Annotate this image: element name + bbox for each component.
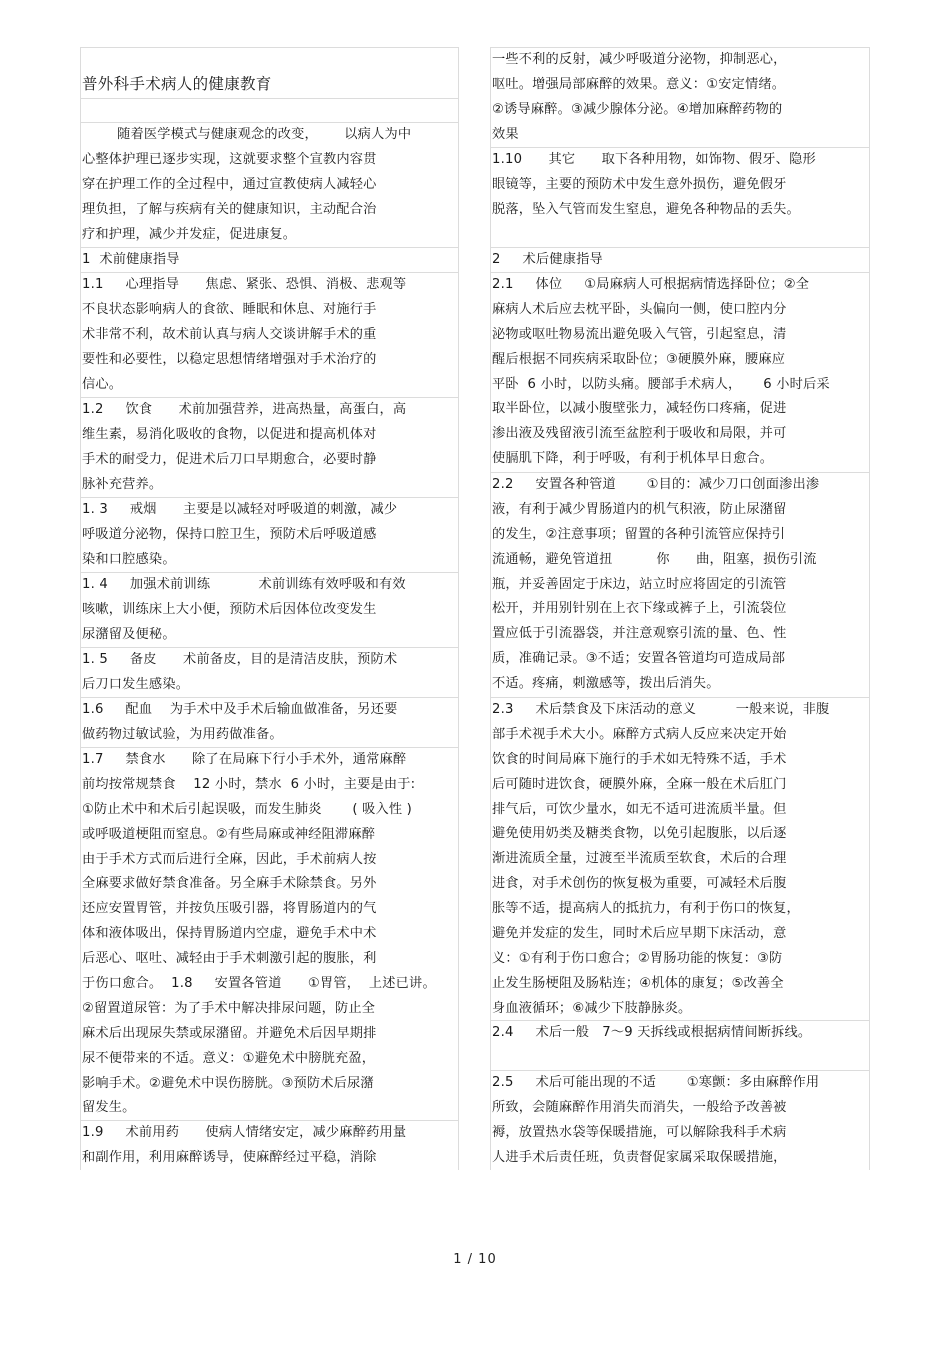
- text-line: 2.5 术后可能出现的不适 ①寒颤：多由麻醉作用: [492, 1075, 820, 1090]
- text-line: 1.1 心理指导 焦虑、紧张、恐惧、消极、悲观等: [82, 277, 407, 292]
- text-line: 义：①有利于伤口愈合；②胃肠功能的恢复：③防: [492, 950, 783, 966]
- text-line: 疗和护理，减少并发症，促进康复。: [82, 226, 297, 242]
- heading-text: 2 术后健康指导: [492, 252, 603, 267]
- text-line: 1. 3 戒烟 主要是以减轻对呼吸道的刺激，减少: [82, 502, 398, 517]
- text-line: 进食，对手术创伤的恢复极为重要，可减轻术后腹: [492, 876, 787, 892]
- text-line: 1.2 饮食 术前加强营养，进高热量，高蛋白，高: [82, 402, 407, 417]
- section-1-2: [80, 397, 459, 497]
- text-line: 于伤口愈合。 1.8 安置各管道 ①胃管， 上述已讲。: [82, 976, 436, 992]
- section-1-heading: [80, 247, 459, 272]
- text-line: 还应安置胃管，并按负压吸引器，将胃肠道内的气: [82, 901, 377, 917]
- text-line: 1.7 禁食水 除了在局麻下行小手术外，通常麻醉: [82, 752, 407, 767]
- text-line: 泌物或呕吐物易流出避免吸入气管，引起窒息，清: [492, 326, 787, 342]
- text-line: 后刀口发生感染。: [82, 676, 190, 692]
- section-1-7: [80, 747, 459, 1120]
- text-line: 维生素，易消化吸收的食物，以促进和提高机体对: [82, 426, 377, 442]
- section-2-4: [490, 1020, 870, 1070]
- text-line: 不良状态影响病人的食欲、睡眠和休息、对施行手: [82, 301, 377, 317]
- title-cell: [80, 47, 459, 98]
- text-line: 的发生，②注意事项；留置的各种引流管应保持引: [492, 526, 786, 542]
- section-1-9-continued: [490, 47, 870, 147]
- text-line: 止发生肠梗阻及肠粘连；④机体的康复；⑤改善全: [492, 975, 784, 991]
- section-2-3: [490, 697, 870, 1020]
- right-column: [490, 47, 870, 1170]
- text-line: 1. 4 加强术前训练 术前训练有效呼吸和有效: [82, 577, 406, 592]
- text-line: 所致，会随麻醉作用消失而消失，一般给予改善被: [492, 1099, 787, 1115]
- text-line: 脉补充营养。: [82, 476, 163, 492]
- text-line: 2.3 术后禁食及下床活动的意义 一般来说，非腹: [492, 702, 830, 717]
- section-1-10: [490, 147, 870, 247]
- text-line: 部手术视手术大小。麻醉方式病人反应来决定开始: [492, 726, 787, 742]
- text-line: 尿潴留及便秘。: [82, 626, 176, 642]
- text-line: 穿在护理工作的全过程中，通过宣教使病人减轻心: [82, 176, 377, 192]
- text-line: 流通畅，避免管道扭 你 曲，阻塞，损伤引流: [492, 551, 817, 567]
- text-line: 胀等不适，提高病人的抵抗力，有利于伤口的恢复，: [492, 901, 800, 917]
- text-line: 质，准确记录。③不适；安置各管道均可造成局部: [492, 651, 786, 667]
- page-number: 1 / 10: [453, 1252, 497, 1267]
- heading-text: 1 术前健康指导: [82, 252, 180, 267]
- text-line: 做药物过敏试验，为用药做准备。: [82, 726, 283, 742]
- text-line: 心整体护理已逐步实现，这就要求整个宣教内容贯: [82, 151, 377, 167]
- text-line: 1.6 配血 为手术中及手术后输血做准备，另还要: [82, 702, 398, 717]
- text-line: 2.4 术后一般 7～9 天拆线或根据病情间断拆线。: [492, 1025, 812, 1040]
- text-line: 置应低于引流器袋，并注意观察引流的量、色、性: [492, 626, 787, 642]
- text-line: 瓶，并妥善固定于床边，站立时应将固定的引流管: [492, 576, 787, 592]
- text-line: 液，有利于减少胃肠道内的机气积液，防止尿潴留: [492, 501, 787, 517]
- text-line: 效果: [492, 126, 519, 142]
- section-1-5: [80, 647, 459, 697]
- section-1-6: [80, 697, 459, 747]
- text-line: 后恶心、呕吐、减轻由于手术刺激引起的腹胀，利: [82, 951, 377, 967]
- text-line: 1. 5 备皮 术前备皮，目的是清洁皮肤，预防术: [82, 652, 398, 667]
- text-line: 咳嗽，训练床上大小便，预防术后因体位改变发生: [82, 601, 377, 617]
- text-line: 脱落，坠入气管而发生窒息，避免各种物品的丢失。: [492, 201, 800, 217]
- left-column: [80, 47, 459, 1170]
- section-2-1: [490, 272, 870, 472]
- text-line: 尿不便带来的不适。意义：①避免术中膀胱充盈，: [82, 1050, 376, 1066]
- text-line: 人进手术后责任班，负责督促家属采取保暖措施，: [492, 1149, 787, 1165]
- text-line: 全麻要求做好禁食准备。另全麻手术除禁食。另外: [82, 876, 377, 892]
- section-1-1: [80, 272, 459, 397]
- text-line: 要性和必要性，以稳定思想情绪增强对手术治疗的: [82, 351, 377, 367]
- text-line: 前均按常规禁食 12 小时，禁水 6 小时，主要是由于:: [82, 776, 416, 792]
- text-line: 眼镜等，主要的预防术中发生意外损伤，避免假牙: [492, 176, 787, 192]
- text-line: 取半卧位，以减小腹壁张力，减轻伤口疼痛，促进: [492, 401, 787, 417]
- section-2-heading: [490, 247, 870, 272]
- text-line: 松开，并用别针别在上衣下缘或裤子上，引流袋位: [492, 601, 787, 617]
- text-line: 手术的耐受力，促进术后刀口早期愈合，必要时静: [82, 451, 377, 467]
- section-1-9: [80, 1120, 459, 1170]
- text-line: 1.10 其它 取下各种用物，如饰物、假牙、隐形: [492, 152, 816, 167]
- text-line: 身血液循环；⑥减少下肢静脉炎。: [492, 1000, 692, 1016]
- text-line: ②诱导麻醉。③减少腺体分泌。④增加麻醉药物的: [492, 101, 783, 117]
- text-line: 和副作用，利用麻醉诱导，使麻醉经过平稳，消除: [82, 1149, 377, 1165]
- text-line: 渐进流质全量，过渡至半流质至软食，术后的合理: [492, 851, 787, 867]
- text-line: 麻术后出现尿失禁或尿潴留。并避免术后因早期排: [82, 1025, 377, 1041]
- text-line: 褥，放置热水袋等保暖措施，可以解除我科手术病: [492, 1124, 787, 1140]
- text-line: 排气后，可饮少量水，如无不适可进流质半量。但: [492, 801, 787, 817]
- text-line: 2.2 安置各种管道 ①目的：减少刀口创面渗出渗: [492, 477, 820, 492]
- text-line: 饮食的时间局麻下施行的手术如无特殊不适，手术: [492, 751, 787, 767]
- text-line: 或呼吸道梗阻而窒息。②有些局麻或神经阻滞麻醉: [82, 826, 376, 842]
- text-line: 呼吸道分泌物，保持口腔卫生，预防术后呼吸道感: [82, 526, 377, 542]
- text-line: 使膈肌下降，利于呼吸，有利于机体早日愈合。: [492, 451, 774, 467]
- text-line: 影响手术。②避免术中误伤膀胱。③预防术后尿潴: [82, 1075, 374, 1091]
- text-line: ②留置道尿管：为了手术中解决排尿问题，防止全: [82, 1000, 376, 1016]
- section-1-4: [80, 572, 459, 647]
- text-line: 信心。: [82, 376, 123, 392]
- text-line: 留发生。: [82, 1100, 136, 1116]
- text-line: 随着医学模式与健康观念的改变， 以病人为中: [82, 127, 412, 142]
- text-line: 平卧 6 小时，以防头痛。腰部手术病人， 6 小时后采: [492, 376, 830, 392]
- text-line: 术非常不利，故术前认真与病人交谈讲解手术的重: [82, 326, 377, 342]
- intro-paragraph: [80, 122, 459, 247]
- text-line: 醒后根据不同疾病采取卧位；③硬膜外麻，腰麻应: [492, 351, 786, 367]
- document-title: 普外科手术病人的健康教育: [82, 75, 272, 93]
- text-line: 避免使用奶类及糖类食物，以免引起腹胀，以后逐: [492, 826, 787, 842]
- section-2-5: [490, 1070, 870, 1170]
- spacer-cell: [80, 98, 459, 122]
- section-2-2: [490, 472, 870, 697]
- text-line: 2.1 体位 ①局麻病人可根据病情选择卧位；②全: [492, 277, 810, 292]
- text-line: ①防止术中和术后引起误吸，而发生肺炎 ( 吸入性 ): [82, 801, 412, 817]
- text-line: 后可随时进饮食，硬膜外麻，全麻一般在术后肛门: [492, 776, 787, 792]
- text-line: 体和液体吸出，保持胃肠道内空虚，避免手术中术: [82, 926, 377, 942]
- text-line: 呕吐。增强局部麻醉的效果。意义：①安定情绪。: [492, 76, 786, 92]
- text-line: 渗出液及残留液引流至盆腔利于吸收和局限，并可: [492, 426, 787, 442]
- text-line: 不适。疼痛，刺激感等，拨出后消失。: [492, 676, 720, 692]
- section-1-3: [80, 497, 459, 572]
- text-line: 由于手术方式而后进行全麻，因此，手术前病人按: [82, 851, 377, 867]
- text-line: 1.9 术前用药 使病人情绪安定，减少麻醉药用量: [82, 1125, 407, 1140]
- text-line: 避免并发症的发生，同时术后应早期下床活动，意: [492, 926, 787, 942]
- text-line: 麻病人术后应去枕平卧，头偏向一侧，使口腔内分: [492, 301, 787, 317]
- text-line: 染和口腔感染。: [82, 551, 176, 567]
- text-line: 理负担，了解与疾病有关的健康知识，主动配合治: [82, 201, 377, 217]
- text-line: 一些不利的反射，减少呼吸道分泌物，抑制恶心，: [492, 52, 787, 67]
